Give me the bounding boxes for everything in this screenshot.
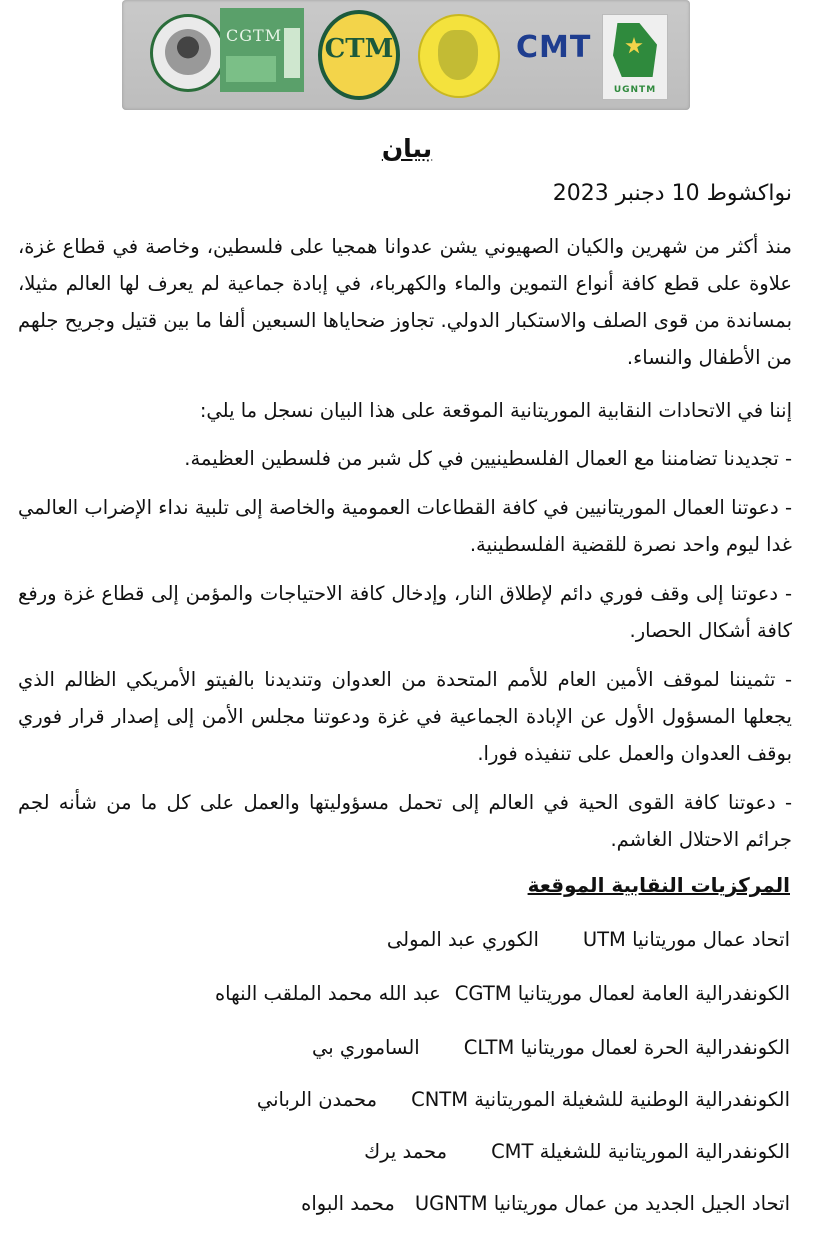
- signer-org: الكونفدرالية الوطنية للشغيلة الموريتانية CNTM: [411, 1088, 790, 1111]
- signer-row: [257, 1088, 790, 1111]
- signer-row: [387, 928, 790, 951]
- signer-rep: محمد يرك: [364, 1140, 448, 1163]
- signers-heading: المركزيات النقابية الموقعة: [527, 873, 790, 897]
- signer-org: الكونفدرالية العامة لعمال موريتانيا CGTM: [454, 982, 790, 1005]
- point-global-call: - دعوتنا كافة القوى الحية في العالم إلى تحمل مسؤوليتها والعمل على كل ما من شأنه لجم جرائم الاحتلال الغاشم.: [18, 791, 792, 851]
- signer-row: [301, 1192, 790, 1215]
- signer-row: [364, 1140, 790, 1163]
- signer-org: اتحاد عمال موريتانيا UTM: [582, 928, 790, 951]
- point-ceasefire: - دعوتنا إلى وقف فوري دائم لإطلاق النار، وإدخال كافة الاحتياجات والمؤمن إلى قطاع غزة ورفع كافة أشكال الحصار.: [18, 582, 792, 642]
- signer-org: اتحاد الجيل الجديد من عمال موريتانيا UGNTM: [414, 1192, 790, 1215]
- signer-org: الكونفدرالية الحرة لعمال موريتانيا CLTM: [463, 1036, 790, 1059]
- ugntm-logo-text: UGNTM: [613, 85, 657, 95]
- logo-banner: [122, 0, 690, 110]
- ugntm-logo: [602, 14, 668, 100]
- signer-org: الكونفدرالية الموريتانية للشغيلة CMT: [491, 1140, 790, 1163]
- point-solidarity: - تجديدنا تضامننا مع العمال الفلسطينيين في كل شبر من فلسطين العظيمة.: [184, 447, 792, 470]
- signer-row: [215, 982, 790, 1005]
- cgtm-logo: [220, 8, 304, 92]
- signer-rep: عبد الله محمد الملقب النهاه: [214, 982, 441, 1005]
- signer-rep: الساموري بي: [311, 1036, 420, 1059]
- cmt-logo-text: CMT: [516, 30, 592, 65]
- signer-rep: محمدن الرباني: [256, 1088, 378, 1111]
- utm-logo: [150, 14, 226, 92]
- point-un-position: - تثميننا لموقف الأمين العام للأمم المتحدة من العدوان وتنديدنا بالفيتو الأمريكي الظالم الذي يجعلها المسؤول الأول عن الإبادة الجماعية في غزة ودعوتنا مجلس الأمن إلى إصدار قرار فوري بوقف العدوان والعمل على تنفيذه فورا.: [18, 668, 792, 765]
- cmt-logo: [516, 22, 602, 78]
- intro-paragraph: منذ أكثر من شهرين والكيان الصهيوني يشن عدوانا همجيا على فلسطين، وخاصة في قطاع غزة، علاوة على قطع كافة أنواع التموين والماء والكهرباء، في إبادة جماعية لم يعرف لها العالم مثيلا، بمساندة من قوى الصلف والاستكبار الدولي. تجاوز ضحاياها السبعين ألفا ما بين قتيل وجريح جلهم من الأطفال والنساء.: [18, 235, 792, 369]
- cntm-logo: [418, 14, 500, 98]
- cltm-logo: [318, 10, 400, 100]
- signer-rep: الكوري عبد المولى: [386, 928, 539, 951]
- signer-rep: محمد البواه: [301, 1192, 395, 1215]
- statement-title: بيان: [381, 134, 433, 163]
- signer-row: [312, 1036, 790, 1059]
- declaration-lead: إننا في الاتحادات النقابية الموريتانية الموقعة على هذا البيان نسجل ما يلي:: [199, 399, 792, 422]
- dateline: نواكشوط 10 دجنبر 2023: [552, 181, 792, 206]
- cgtm-logo-text: CGTM: [226, 26, 283, 45]
- cltm-logo-text: CTM: [324, 34, 394, 64]
- point-strike-call: - دعوتنا العمال الموريتانيين في كافة القطاعات العمومية والخاصة إلى تلبية نداء الإضراب العالمي غدا ليوم واحد نصرة للقضية الفلسطينية.: [18, 496, 792, 556]
